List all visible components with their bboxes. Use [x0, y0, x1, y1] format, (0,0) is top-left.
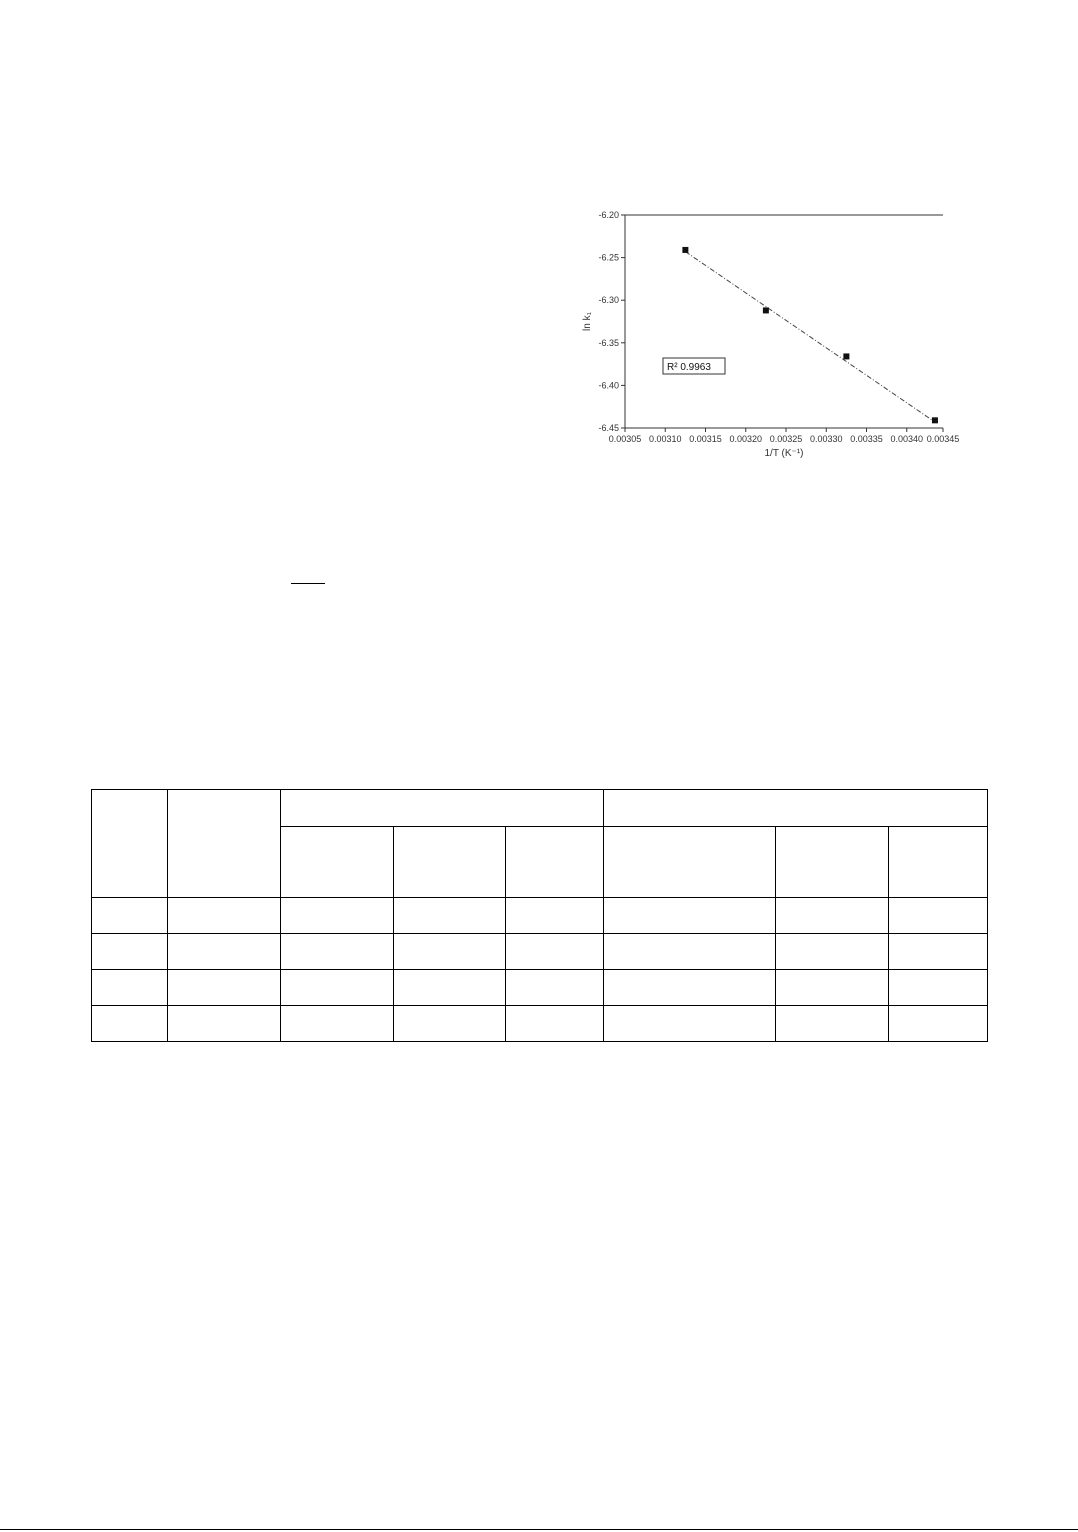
x-tick-label: 0.00335 — [850, 434, 883, 444]
table-row — [92, 970, 988, 1006]
table-cell — [168, 934, 281, 970]
table-cell — [776, 1006, 889, 1042]
table-cell — [604, 970, 776, 1006]
header-cell — [394, 827, 506, 898]
data-point — [682, 247, 688, 253]
table-cell — [604, 934, 776, 970]
x-tick-label: 0.00305 — [608, 434, 642, 444]
table-cell — [92, 970, 168, 1006]
table-cell — [889, 970, 988, 1006]
scatter-chart — [560, 195, 980, 470]
table-header-row-1 — [92, 790, 988, 827]
table-row — [92, 898, 988, 934]
table-cell — [281, 970, 394, 1006]
data-point — [843, 353, 849, 359]
x-tick-label: 0.00325 — [769, 434, 803, 444]
data-table — [91, 789, 988, 1042]
table-cell — [889, 934, 988, 970]
data-point — [763, 307, 769, 313]
table-cell — [506, 970, 604, 1006]
table-cell — [506, 1006, 604, 1042]
table-cell — [281, 934, 394, 970]
data-point — [932, 417, 938, 423]
table-cell — [168, 898, 281, 934]
header-cell — [92, 790, 168, 898]
chart-svg — [560, 195, 980, 470]
header-cell — [776, 827, 889, 898]
table-cell — [281, 1006, 394, 1042]
table-cell — [394, 934, 506, 970]
x-tick-label: 0.00345 — [926, 434, 960, 444]
y-axis-title: ln k₁ — [582, 312, 593, 331]
y-tick-label: -6.25 — [598, 252, 619, 263]
table-cell — [168, 1006, 281, 1042]
y-tick-label: -6.40 — [598, 380, 619, 391]
header-cell — [506, 827, 604, 898]
table-cell — [394, 898, 506, 934]
table-cell — [889, 1006, 988, 1042]
header-group-cell — [604, 790, 988, 827]
page-footer-rule — [0, 1529, 1078, 1530]
header-group-cell — [281, 790, 604, 827]
header-cell — [168, 790, 281, 898]
table-cell — [776, 934, 889, 970]
x-tick-label: 0.00320 — [729, 434, 763, 444]
x-axis-title: 1/T (K⁻¹) — [764, 448, 804, 459]
header-cell — [281, 827, 394, 898]
table-cell — [506, 934, 604, 970]
table-cell — [776, 898, 889, 934]
table-cell — [506, 898, 604, 934]
table-cell — [604, 898, 776, 934]
fit-line — [685, 252, 935, 422]
x-tick-label: 0.00310 — [648, 434, 682, 444]
table-cell — [604, 1006, 776, 1042]
table-cell — [394, 970, 506, 1006]
header-cell — [604, 827, 776, 898]
x-tick-label: 0.00330 — [809, 434, 843, 444]
table-cell — [281, 898, 394, 934]
y-tick-label: -6.35 — [598, 337, 619, 348]
table-cell — [92, 934, 168, 970]
table-body — [92, 898, 988, 1042]
table-row — [92, 934, 988, 970]
table-cell — [776, 970, 889, 1006]
table-cell — [168, 970, 281, 1006]
table-cell — [889, 898, 988, 934]
header-cell — [889, 827, 988, 898]
table-cell — [92, 898, 168, 934]
x-tick-label: 0.00340 — [890, 434, 924, 444]
fraction-bar — [291, 583, 325, 584]
table-cell — [92, 1006, 168, 1042]
table-row — [92, 1006, 988, 1042]
y-tick-label: -6.45 — [598, 423, 619, 433]
r-squared-annotation: R² 0.9963 — [667, 362, 711, 373]
y-tick-label: -6.20 — [598, 210, 619, 220]
table-cell — [394, 1006, 506, 1042]
y-tick-label: -6.30 — [598, 295, 619, 306]
x-tick-label: 0.00315 — [689, 434, 722, 444]
